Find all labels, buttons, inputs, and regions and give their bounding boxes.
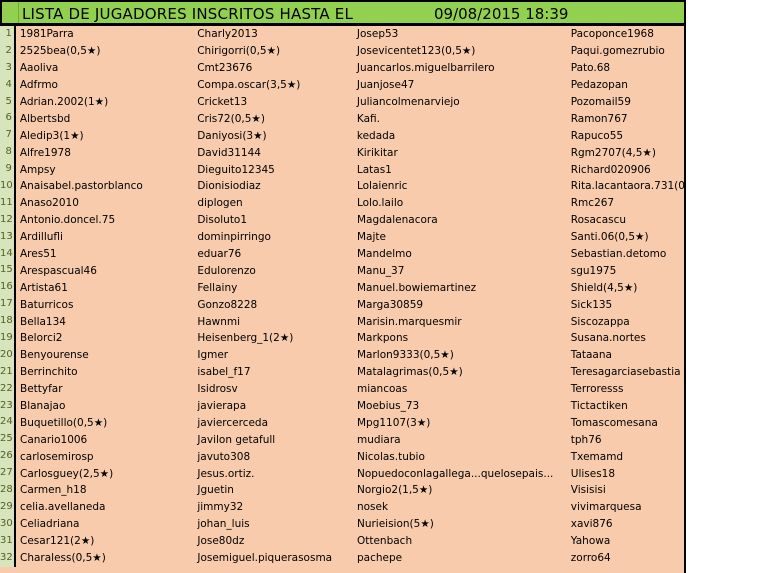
player-cell[interactable]: Mpg1107(3★) xyxy=(356,416,431,429)
player-cell[interactable]: Isidrosv xyxy=(197,383,238,396)
table-row[interactable] xyxy=(0,212,686,229)
row-number: 24 xyxy=(0,414,16,431)
player-cell[interactable]: xavi876 xyxy=(570,518,613,531)
table-row[interactable] xyxy=(0,262,686,279)
player-cell[interactable]: Juancarlos.miguelbarrilero xyxy=(356,62,495,75)
player-cell[interactable]: Celiadriana xyxy=(20,518,80,531)
player-cell[interactable]: Albertsbd xyxy=(19,112,71,125)
row-number: 10 xyxy=(0,178,16,195)
player-cell[interactable]: Santi.06(0,5★) xyxy=(570,231,649,244)
player-cell[interactable]: vivimarquesa xyxy=(570,501,642,514)
table-row[interactable] xyxy=(0,178,686,195)
table-row[interactable] xyxy=(0,364,686,381)
row-number: 29 xyxy=(0,499,16,516)
player-cell[interactable]: Ottenbach xyxy=(356,535,413,548)
player-cell[interactable]: Chirigorri(0,5★) xyxy=(197,45,281,58)
row-number: 14 xyxy=(0,246,16,263)
player-cell[interactable]: Majte xyxy=(356,231,386,244)
player-cell[interactable]: Pato.68 xyxy=(570,62,611,75)
table-row[interactable] xyxy=(0,110,686,127)
player-cell[interactable]: Visisisi xyxy=(570,484,606,497)
table-row[interactable] xyxy=(0,482,686,499)
row-number: 23 xyxy=(0,398,16,415)
player-cell[interactable]: Adrian.2002(1★) xyxy=(19,96,109,108)
player-cell[interactable]: Gonzo8228 xyxy=(197,298,258,311)
row-number: 17 xyxy=(0,296,16,313)
player-cell[interactable]: Hawnmi xyxy=(197,315,241,328)
table-row[interactable] xyxy=(0,26,686,43)
page-title: LISTA DE JUGADORES INSCRITOS HASTA EL xyxy=(22,5,354,23)
player-cell[interactable]: Rita.lacantaora.731(0 xyxy=(570,180,685,193)
table-row[interactable] xyxy=(0,499,686,516)
row-number: 26 xyxy=(0,448,16,465)
player-cell[interactable]: Belorci2 xyxy=(20,332,63,345)
row-number: 15 xyxy=(0,262,16,279)
player-cell[interactable]: Buquetillo(0,5★) xyxy=(20,416,108,429)
player-cell[interactable]: Disoluto1 xyxy=(197,214,248,227)
table-row[interactable] xyxy=(0,77,686,94)
player-cell[interactable]: Terroresss xyxy=(570,383,624,396)
player-cell[interactable]: celia.avellaneda xyxy=(20,501,106,514)
player-cell[interactable]: zorro64 xyxy=(570,552,611,565)
player-cell[interactable]: javierapa xyxy=(197,400,247,413)
row-number: 19 xyxy=(0,330,16,347)
player-cell[interactable]: Markpons xyxy=(356,332,409,345)
player-cell[interactable]: Sebastian.detomo xyxy=(570,248,667,261)
row-number: 2 xyxy=(0,43,16,60)
player-cell[interactable]: Arespascual46 xyxy=(20,264,97,277)
player-cell[interactable]: Compa.oscar(3,5★) xyxy=(197,79,301,92)
player-cell[interactable]: Yahowa xyxy=(570,535,611,548)
row-number: 13 xyxy=(0,229,16,246)
player-cell[interactable]: Susana.nortes xyxy=(570,332,646,345)
table-row[interactable] xyxy=(0,448,686,465)
table-row[interactable] xyxy=(0,550,686,567)
player-cell[interactable]: Norgio2(1,5★) xyxy=(356,484,433,497)
row-number: 20 xyxy=(0,347,16,364)
row-number: 31 xyxy=(0,533,16,550)
player-cell[interactable]: Josep53 xyxy=(356,28,399,41)
table-row[interactable] xyxy=(0,279,686,296)
player-cell[interactable]: johan_luis xyxy=(197,518,250,531)
player-cell[interactable]: miancoas xyxy=(356,383,408,396)
table-row[interactable] xyxy=(0,347,686,364)
row-number: 9 xyxy=(0,161,16,178)
player-cell[interactable]: Matalagrimas(0,5★) xyxy=(356,366,463,379)
player-cell[interactable]: Baturricos xyxy=(20,298,74,311)
player-cell[interactable]: Shield(4,5★) xyxy=(570,281,638,294)
table-row[interactable] xyxy=(0,381,686,398)
table-row[interactable] xyxy=(0,144,686,161)
player-cell[interactable]: Berrinchito xyxy=(20,366,78,379)
player-cell[interactable]: jimmy32 xyxy=(197,501,244,514)
row-number: 16 xyxy=(0,279,16,296)
player-cell[interactable]: carlosemirosp xyxy=(20,450,94,463)
player-cell[interactable]: Benyourense xyxy=(20,349,89,362)
table-row[interactable] xyxy=(0,398,686,415)
table-row[interactable] xyxy=(0,533,686,550)
player-cell[interactable]: Cricket13 xyxy=(197,96,248,108)
player-cell[interactable]: Sick135 xyxy=(570,298,613,311)
player-cell[interactable]: Artista61 xyxy=(20,281,68,294)
row-number: 8 xyxy=(0,144,16,161)
player-cell[interactable]: Josemiguel.piquerasosma xyxy=(197,552,333,565)
player-cell[interactable]: eduar76 xyxy=(197,248,242,261)
player-cell[interactable]: David31144 xyxy=(197,146,261,159)
row-number: 1 xyxy=(0,26,16,43)
player-cell[interactable]: javiercerceda xyxy=(197,416,269,429)
player-cell[interactable]: Adfrmo xyxy=(19,79,58,92)
player-cell[interactable]: Javilon getafull xyxy=(197,433,276,446)
player-cell[interactable]: Rosacascu xyxy=(570,214,627,227)
player-cell[interactable]: Siscozappa xyxy=(570,315,630,328)
row-number: 11 xyxy=(0,195,16,212)
table-row[interactable] xyxy=(0,516,686,533)
row-number: 28 xyxy=(0,482,16,499)
player-cell[interactable]: Alfre1978 xyxy=(19,146,71,159)
player-cell[interactable]: Anaisabel.pastorblanco xyxy=(20,180,143,193)
header-datetime: 09/08/2015 18:39 xyxy=(434,5,569,23)
player-cell[interactable]: Magdalenacora xyxy=(356,214,438,227)
player-cell[interactable]: Teresagarciasebastia xyxy=(570,366,681,379)
player-cell[interactable]: Ulises18 xyxy=(570,467,616,480)
player-cell[interactable]: kedada xyxy=(356,129,396,142)
row-number: 32 xyxy=(0,550,16,567)
player-cell[interactable]: Daniyosi(3★) xyxy=(197,129,267,142)
player-cell[interactable]: Bella134 xyxy=(20,315,66,328)
header-row xyxy=(0,0,686,26)
player-cell[interactable]: Richard020906 xyxy=(570,163,651,176)
player-cell[interactable]: Dionisiodiaz xyxy=(197,180,261,193)
table-row[interactable] xyxy=(0,161,686,178)
table-row[interactable] xyxy=(0,313,686,330)
player-cell[interactable]: Ramon767 xyxy=(570,112,628,125)
player-cell[interactable]: Tictactiken xyxy=(570,400,628,413)
table-row[interactable] xyxy=(0,229,686,246)
player-cell[interactable]: Rapuco55 xyxy=(570,129,624,142)
row-number: 18 xyxy=(0,313,16,330)
table-row[interactable] xyxy=(0,330,686,347)
player-cell[interactable]: sgu1975 xyxy=(570,264,617,277)
player-cell[interactable]: Txemamd xyxy=(570,450,624,463)
player-cell[interactable]: Rmc267 xyxy=(570,197,615,210)
player-cell[interactable]: Tataana xyxy=(570,349,612,362)
table-row[interactable] xyxy=(0,127,686,144)
player-cell[interactable]: Charly2013 xyxy=(197,28,258,41)
player-cell[interactable]: Ares51 xyxy=(20,248,57,261)
player-cell[interactable]: Marisin.marquesmir xyxy=(356,315,462,328)
player-cell[interactable]: Paqui.gomezrubio xyxy=(570,45,665,58)
player-cell[interactable]: Lolaienric xyxy=(356,180,408,193)
player-cell[interactable]: Carlosguey(2,5★) xyxy=(20,467,114,480)
player-cell[interactable]: Pedazopan xyxy=(570,79,628,92)
player-cell[interactable]: Antonio.doncel.75 xyxy=(20,214,116,227)
player-cell[interactable]: Edulorenzo xyxy=(197,264,256,277)
player-list xyxy=(0,26,686,567)
table-row[interactable] xyxy=(0,296,686,313)
row-number: 7 xyxy=(0,127,16,144)
player-cell[interactable]: Jose80dz xyxy=(197,535,245,548)
player-cell[interactable]: diplogen xyxy=(197,197,243,210)
player-cell[interactable]: Cesar121(2★) xyxy=(20,535,95,548)
player-cell[interactable]: Aaoliva xyxy=(19,62,59,75)
player-cell[interactable]: Igmer xyxy=(197,349,229,362)
table-row[interactable] xyxy=(0,246,686,263)
player-cell[interactable]: Blanajao xyxy=(20,400,66,413)
table-row[interactable] xyxy=(0,43,686,60)
player-cell[interactable]: Fellainy xyxy=(197,281,238,294)
player-cell[interactable]: Nopuedoconlagallega...quelosepais... xyxy=(356,467,554,480)
row-number: 25 xyxy=(0,431,16,448)
player-cell[interactable]: Ardillufli xyxy=(20,231,63,244)
player-cell[interactable]: Charaless(0,5★) xyxy=(20,552,106,565)
player-cell[interactable]: Moebius_73 xyxy=(356,400,420,413)
player-cell[interactable]: Canario1006 xyxy=(20,433,88,446)
player-cell[interactable]: Juanjose47 xyxy=(356,79,415,92)
player-cell[interactable]: pachepe xyxy=(356,552,403,565)
table-row[interactable] xyxy=(0,431,686,448)
player-cell[interactable]: Marga30859 xyxy=(356,298,424,311)
player-cell[interactable]: Nicolas.tubio xyxy=(356,450,425,463)
table-row[interactable] xyxy=(0,465,686,482)
row-number: 21 xyxy=(0,364,16,381)
player-cell[interactable]: Juliancolmenarviejo xyxy=(356,96,460,108)
player-cell[interactable]: Carmen_h18 xyxy=(20,484,87,497)
empty-area xyxy=(686,0,768,573)
row-number: 5 xyxy=(0,94,16,111)
player-cell[interactable]: Aledip3(1★) xyxy=(19,129,84,142)
player-cell[interactable]: Marlon9333(0,5★) xyxy=(356,349,454,362)
row-number: 30 xyxy=(0,516,16,533)
row-number: 6 xyxy=(0,110,16,127)
player-cell[interactable]: Anaso2010 xyxy=(20,197,79,210)
player-cell[interactable]: Latas1 xyxy=(356,163,392,176)
player-cell[interactable]: isabel_f17 xyxy=(197,366,251,379)
player-cell[interactable]: Mandelmo xyxy=(356,248,412,261)
table-row[interactable] xyxy=(0,414,686,431)
player-cell[interactable]: Kafi. xyxy=(356,112,380,125)
player-cell[interactable]: Cris72(0,5★) xyxy=(197,112,265,125)
player-cell[interactable]: Lolo.lailo xyxy=(356,197,404,210)
table-row[interactable] xyxy=(0,94,686,111)
player-cell[interactable]: Heisenberg_1(2★) xyxy=(197,332,294,345)
player-cell[interactable]: Kirikitar xyxy=(356,146,398,159)
player-cell[interactable]: Pozomail59 xyxy=(570,96,631,108)
player-cell[interactable]: Bettyfar xyxy=(20,383,63,396)
player-cell[interactable]: Josevicentet123(0,5★) xyxy=(356,45,476,58)
player-cell[interactable]: Manuel.bowiemartinez xyxy=(356,281,477,294)
player-cell[interactable]: Tomascomesana xyxy=(570,416,658,429)
player-cell[interactable]: dominpirringo xyxy=(197,231,271,244)
player-cell[interactable]: Dieguito12345 xyxy=(197,163,275,176)
player-cell[interactable]: nosek xyxy=(356,501,389,514)
player-cell[interactable]: Pacoponce1968 xyxy=(570,28,654,41)
header-gutter xyxy=(2,2,19,23)
table-row[interactable] xyxy=(0,195,686,212)
table-row[interactable] xyxy=(0,60,686,77)
player-cell[interactable]: javuto308 xyxy=(197,450,251,463)
row-number: 22 xyxy=(0,381,16,398)
player-cell[interactable]: Cmt23676 xyxy=(197,62,253,75)
player-cell[interactable]: Manu_37 xyxy=(356,264,405,277)
player-cell[interactable]: tph76 xyxy=(570,433,602,446)
row-number: 12 xyxy=(0,212,16,229)
player-cell[interactable]: Jesus.ortiz. xyxy=(197,467,255,480)
row-number: 4 xyxy=(0,77,16,94)
player-cell[interactable]: mudiara xyxy=(356,433,401,446)
player-cell[interactable]: Ampsy xyxy=(19,163,56,176)
player-cell[interactable]: Nurieision(5★) xyxy=(356,518,434,531)
row-number: 3 xyxy=(0,60,16,77)
player-cell[interactable]: Jguetin xyxy=(197,484,234,497)
player-cell[interactable]: 2525bea(0,5★) xyxy=(19,45,101,58)
row-number: 27 xyxy=(0,465,16,482)
player-cell[interactable]: 1981Parra xyxy=(19,28,74,41)
player-cell[interactable]: Rgm2707(4,5★) xyxy=(570,146,656,159)
